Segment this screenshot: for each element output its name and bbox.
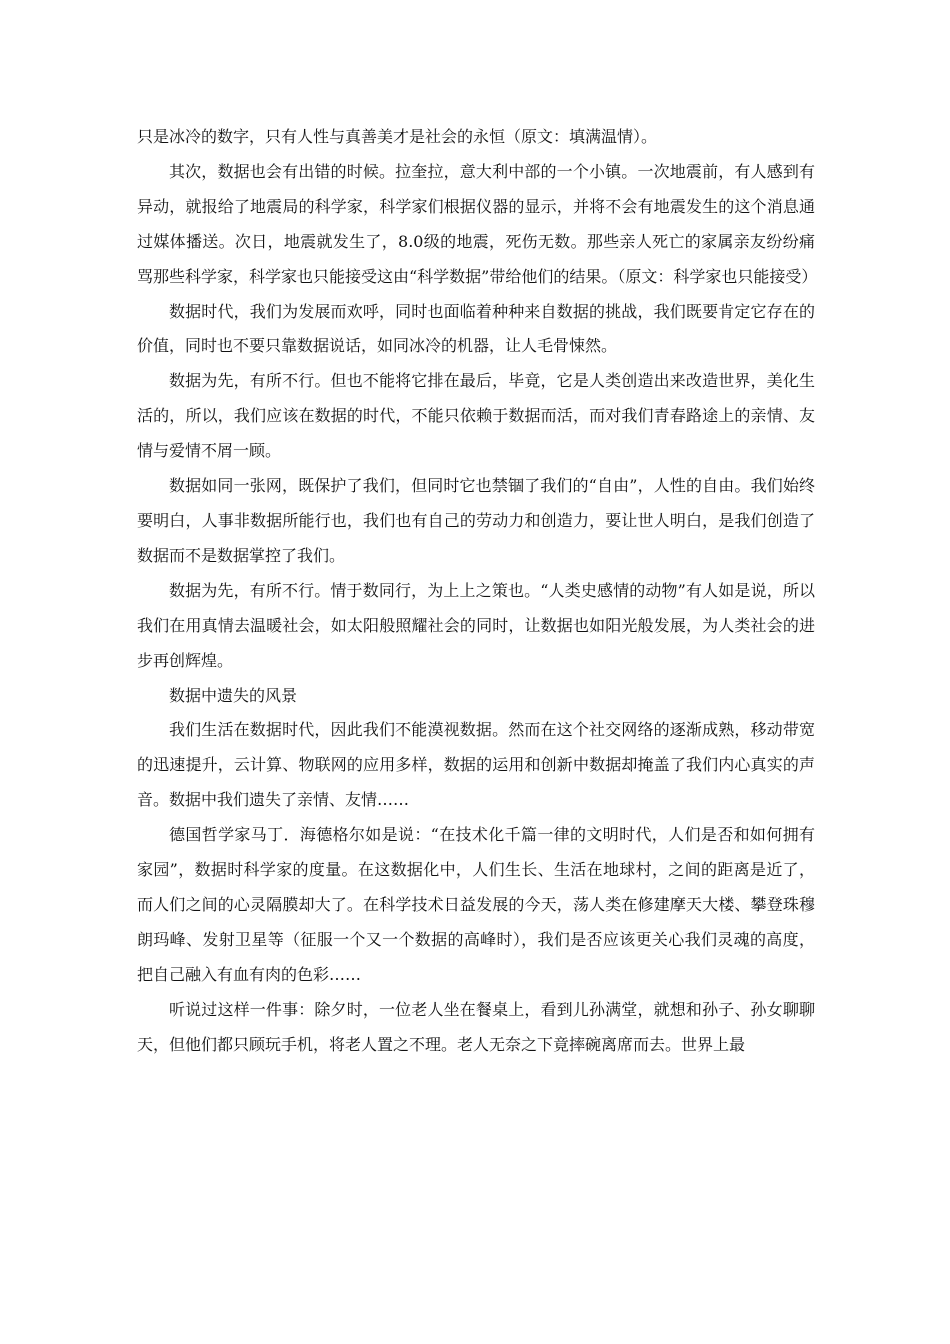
document-body [137,120,818,1062]
paragraph-5: 数据如同一张网，既保护了我们，但同时它也禁锢了我们的“自由”，人性的自由。我们始终要明白，人事非数据所能行也，我们也有自己的劳动力和创造力，要让世人明白，是我们创造了数据而不是数据掌控了我们。 [137,476,815,565]
paragraph-7: 我们生活在数据时代，因此我们不能漠视数据。然而在这个社交网络的逐渐成熟，移动带宽的迅速提升，云计算、物联网的应用多样，数据的运用和创新中数据却掩盖了我们内心真实的声音。数据中我们遗失了亲情、友情…… [137,720,815,810]
paragraph-8: 德国哲学家马丁．海德格尔如是说：“在技术化千篇一律的文明时代，人们是否和如何拥有家园”，数据时科学家的度量。在这数据化中，人们生长、生活在地球村，之间的距离是近了，而人们之间的心灵隔膜却大了。在科学技术日益发展的今天，荡人类在修建摩天大楼、攀登珠穆朗玛峰、发射卫星等（征服一个又一个数据的高峰时），我们是否应该更关心我们灵魂的高度，把自己融入有血有肉的色彩…… [137,825,815,984]
essay-title: 数据中遗失的风景 [169,685,298,705]
paragraph-2: 其次，数据也会有出错的时候。拉奎拉，意大利中部的一个小镇。一次地震前，有人感到有异动，就报给了地震局的科学家，科学家们根据仪器的显示，并将不会有地震发生的这个消息通过媒体播送。次日，地震就发生了，8.0级的地震，死伤无数。那些亲人死亡的家属亲友纷纷痛骂那些科学家，科学家也只能接受这由“科学数据”带给他们的结果。（原文：科学家也只能接受） [137,161,818,286]
paragraph-1: 只是冰冷的数字，只有人性与真善美才是社会的永恒（原文：填满温情）。 [137,127,658,146]
paragraph-3: 数据时代，我们为发展而欢呼，同时也面临着种种来自数据的挑战，我们既要肯定它存在的价值，同时也不要只靠数据说话，如同冰冷的机器，让人毛骨悚然。 [137,301,815,356]
paragraph-4: 数据为先，有所不行。但也不能将它排在最后，毕竟，它是人类创造出来改造世界，美化生活的，所以，我们应该在数据的时代，不能只依赖于数据而活，而对我们青春路途上的亲情、友情与爱情不屑一顾。 [137,371,815,461]
paragraph-9: 听说过这样一件事：除夕时，一位老人坐在餐桌上，看到儿孙满堂，就想和孙子、孙女聊聊天，但他们都只顾玩手机，将老人置之不理。老人无奈之下竟摔碗离席而去。世界上最 [137,999,815,1054]
paragraph-6: 数据为先，有所不行。情于数同行，为上上之策也。“人类史感情的动物”有人如是说，所以我们在用真情去温暖社会，如太阳般照耀社会的同时，让数据也如阳光般发展，为人类社会的进步再创辉煌。 [137,580,815,670]
